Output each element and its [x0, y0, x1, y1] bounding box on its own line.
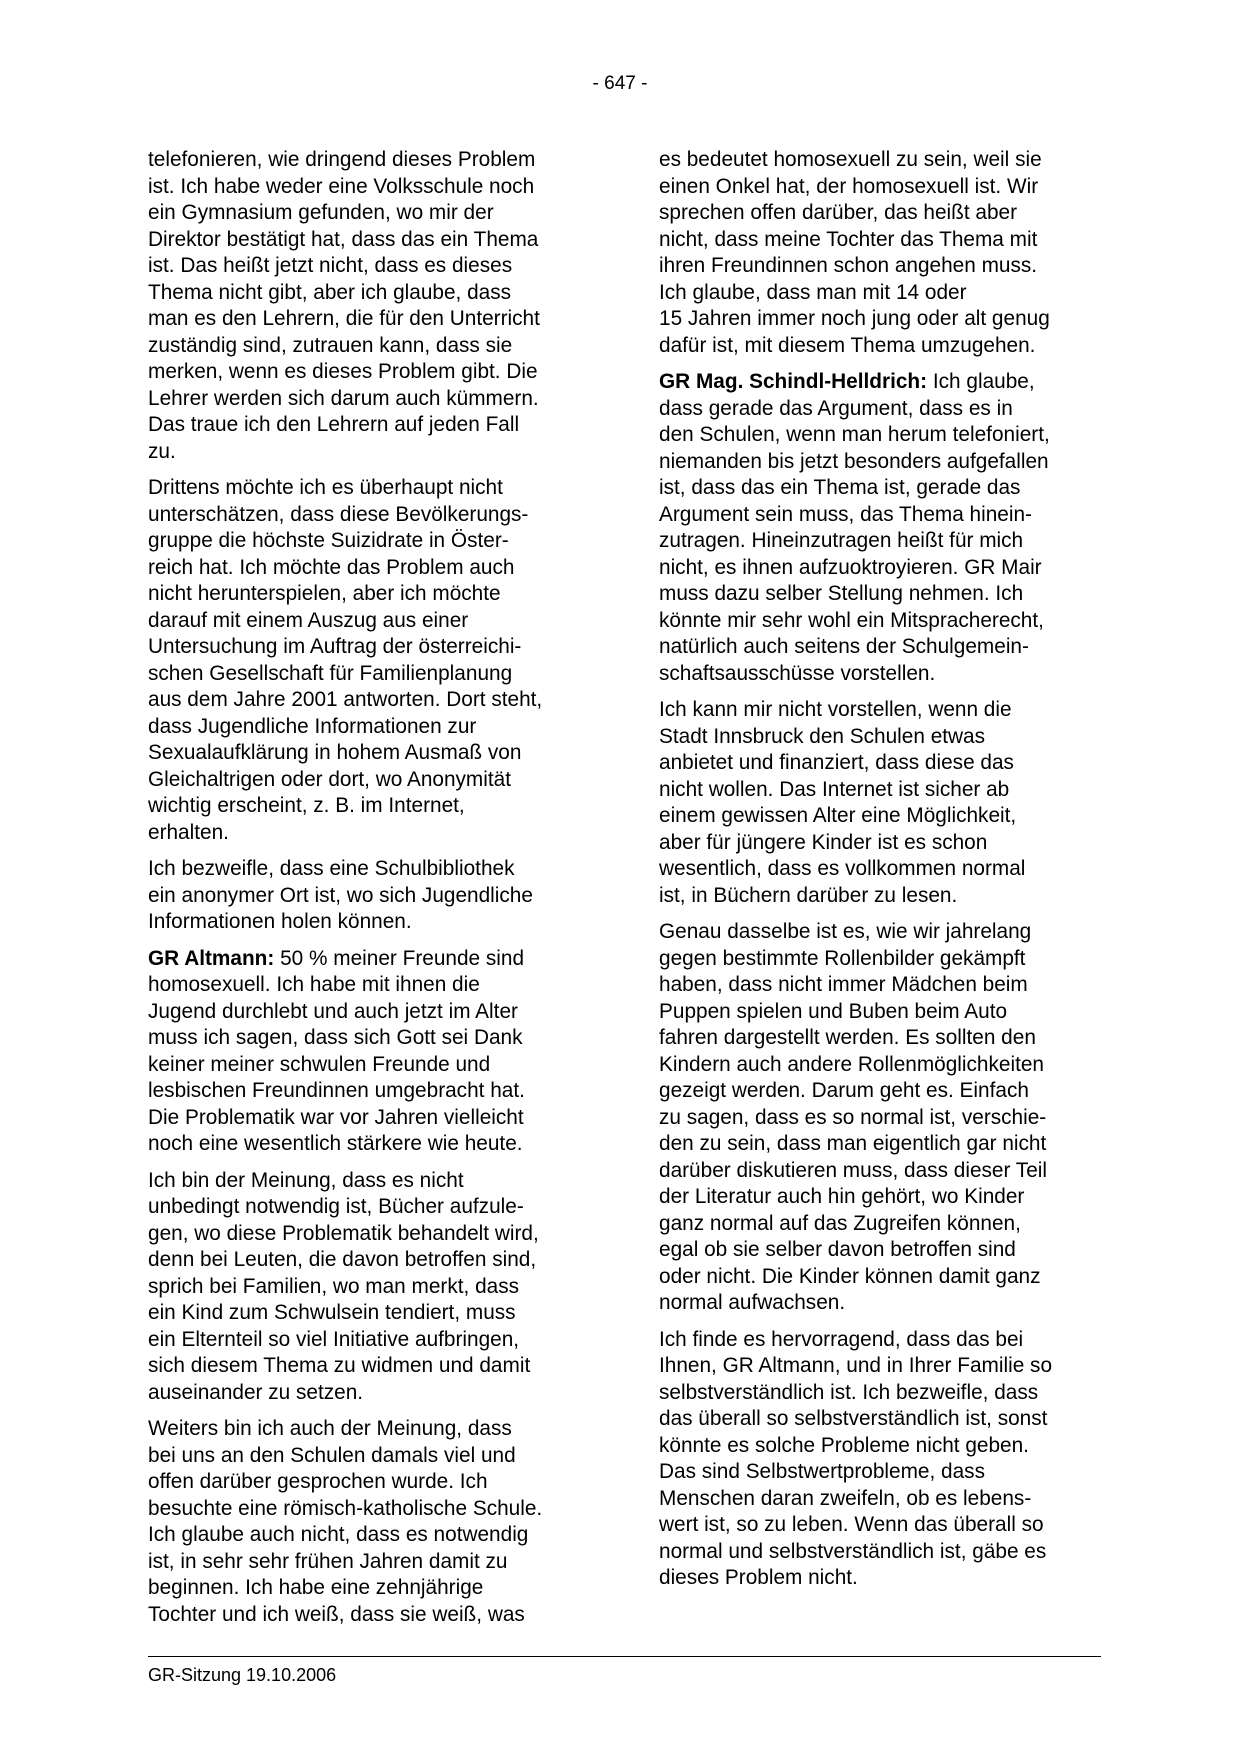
paragraph [148, 147, 590, 465]
paragraph-text: Ich bin der Meinung, dass es nicht unbedingt notwendig ist, Bücher aufzule- gen, wo diese Problematik behandelt wird, denn bei Leuten, die davon betroffen sind, sprich bei Familien, wo man merkt, dass ein Kind zum Schwulsein tendiert, muss ein Elternteil so viel Initiative aufbringen, sich diesem Thema zu widmen und damit auseinander zu setzen. [148, 1168, 539, 1404]
paragraph-text: 50 % meiner Freunde sind homosexuell. Ich habe mit ihnen die Jugend durchlebt und auch jetzt im Alter muss ich sagen, dass sich Gott sei Dank keiner meiner schwulen Freunde und lesbischen Freundinnen umgebracht hat. Die Problematik war vor Jahren vielleicht noch eine wesentlich stärkere wie heute. [148, 946, 525, 1155]
paragraph [659, 369, 1107, 687]
paragraph-text: Drittens möchte ich es überhaupt nicht unterschätzen, dass diese Bevölkerungs- gruppe die höchste Suizidrate in Öster- reich hat. Ich möchte das Problem auch nicht herunterspielen, aber ich möchte darauf mit einem Auszug aus einer Untersuchung im Auftrag der österreichi- schen Gesellschaft für Familienplanung aus dem Jahre 2001 antworten. Dort steht, dass Jugendliche Informationen zur Sexualaufklärung in hohem Ausmaß von Gleichaltrigen oder dort, wo Anonymität wichtig erscheint, z. B. im Internet, erhalten. [148, 476, 543, 844]
paragraph [148, 946, 590, 1158]
paragraph [659, 697, 1107, 909]
paragraph [148, 475, 590, 846]
paragraph [148, 856, 590, 936]
paragraph-text: Ich glaube, dass gerade das Argument, dass es in den Schulen, wenn man herum telefoniert, niemanden bis jetzt besonders aufgefallen ist, dass das ein Thema ist, gerade das Argument sein muss, das Thema hinein- zutragen. Hineinzutragen heißt für mich nicht, es ihnen aufzuoktroyieren. GR Mair muss dazu selber Stellung nehmen. Ich könnte mir sehr wohl ein Mitspracherecht, natürlich auch seitens der Schulgemein- schaftsausschüsse vorstellen. [659, 370, 1050, 685]
paragraph-text: Weiters bin ich auch der Meinung, dass bei uns an den Schulen damals viel und offen darüber gesprochen wurde. Ich besuchte eine römisch-katholische Schule. Ich glaube auch nicht, dass es notwendig ist, in sehr sehr frühen Jahren damit zu beginnen. Ich habe eine zehnjährige Tochter und ich weiß, dass sie weiß, was [148, 1417, 543, 1626]
speaker-name: GR Altmann: [148, 946, 275, 970]
paragraph [659, 147, 1107, 359]
left-column [148, 147, 590, 1638]
paragraph-text: es bedeutet homosexuell zu sein, weil sie einen Onkel hat, der homosexuell ist. Wir sprechen offen darüber, das heißt aber nicht, dass meine Tochter das Thema mit ihren Freundinnen schon angehen muss. Ich glaube, dass man mit 14 oder 15 Jahren immer noch jung oder alt genug dafür ist, mit diesem Thema umzugehen. [659, 148, 1050, 357]
paragraph [659, 1327, 1107, 1592]
paragraph [148, 1168, 590, 1407]
right-column [659, 147, 1107, 1602]
paragraph-text: telefonieren, wie dringend dieses Problem ist. Ich habe weder eine Volksschule noch ein Gymnasium gefunden, wo mir der Direktor bestätigt hat, dass das ein Thema ist. Das heißt jetzt nicht, dass es dieses Thema nicht gibt, aber ich glaube, dass man es den Lehrern, die für den Unterricht zuständig sind, zutrauen kann, dass sie merken, wenn es dieses Problem gibt. Die Lehrer werden sich darum auch kümmern. Das traue ich den Lehrern auf jeden Fall zu. [148, 148, 540, 463]
paragraph-text: Ich finde es hervorragend, dass das bei Ihnen, GR Altmann, und in Ihrer Familie so selbstverständlich ist. Ich bezweifle, dass das überall so selbstverständlich ist, sonst könnte es solche Probleme nicht geben. Das sind Selbstwertprobleme, dass Menschen daran zweifeln, ob es lebens- wert ist, so zu leben. Wenn das überall so normal und selbstverständlich ist, gäbe es dieses Problem nicht. [659, 1327, 1053, 1589]
paragraph-text: Ich bezweifle, dass eine Schulbibliothek ein anonymer Ort ist, wo sich Jugendliche Informationen holen können. [148, 857, 533, 933]
paragraph [659, 919, 1107, 1317]
paragraph-text: Ich kann mir nicht vorstellen, wenn die Stadt Innsbruck den Schulen etwas anbietet und finanziert, dass diese das nicht wollen. Das Internet ist sicher ab einem gewissen Alter eine Möglichkeit, aber für jüngere Kinder ist es schon wesentlich, dass es vollkommen normal ist, in Büchern darüber zu lesen. [659, 698, 1026, 907]
footer-session-date: GR-Sitzung 19.10.2006 [148, 1665, 337, 1685]
paragraph-text: Genau dasselbe ist es, wie wir jahrelang gegen bestimmte Rollenbilder gekämpft haben, dass nicht immer Mädchen beim Puppen spielen und Buben beim Auto fahren dargestellt werden. Es sollten den Kindern auch andere Rollenmöglichkeiten gezeigt werden. Darum geht es. Einfach zu sagen, dass es so normal ist, verschie- den zu sein, dass man eigentlich gar nicht darüber diskutieren muss, dass dieser Teil der Literatur auch hin gehört, wo Kinder ganz normal auf das Zugreifen können, egal ob sie selber davon betroffen sind oder nicht. Die Kinder können damit ganz normal aufwachsen. [659, 920, 1048, 1314]
speaker-name: GR Mag. Schindl-Helldrich: [659, 370, 928, 393]
paragraph [148, 1416, 590, 1628]
footer-divider [148, 1656, 1101, 1657]
page-number: - 647 - [592, 73, 648, 94]
